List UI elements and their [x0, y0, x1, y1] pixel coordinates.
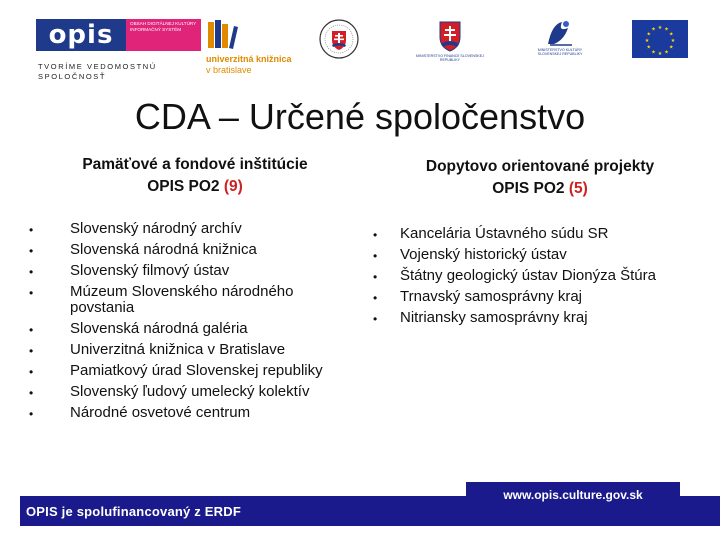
- ministry-culture-logo: [528, 18, 592, 64]
- svg-text:★: ★: [646, 44, 651, 51]
- list-item-label: Múzeum Slovenského národného povstania: [70, 283, 294, 316]
- list-item: [373, 245, 710, 266]
- university-library-logo: [206, 18, 306, 76]
- list-item-label: Nitriansky samosprávny kraj: [400, 309, 588, 326]
- right-heading-line2: [375, 178, 705, 200]
- opis-logo: [36, 19, 197, 51]
- left-column-heading: [40, 154, 350, 198]
- list-item-label: Univerzitná knižnica v Bratislave: [70, 341, 286, 358]
- svg-text:★: ★: [669, 44, 674, 51]
- bullet-icon: •: [29, 265, 34, 279]
- left-heading-line2: [40, 176, 350, 198]
- right-column-heading: [375, 156, 705, 200]
- svg-text:★: ★: [646, 31, 651, 38]
- svg-text:★: ★: [664, 26, 669, 33]
- list-item: [29, 319, 360, 340]
- list-item: [29, 240, 360, 261]
- bullet-icon: •: [373, 312, 378, 326]
- list-item-label: Slovenská národná galéria: [70, 320, 248, 337]
- list-item-label: Pamiatkový úrad Slovenskej republiky: [70, 362, 323, 379]
- culture-emblem-icon: [528, 18, 592, 48]
- list-item: [29, 340, 360, 361]
- right-heading-line1: Dopytovo orientované projekty: [425, 158, 655, 175]
- list-item: [373, 308, 710, 329]
- list-item: [29, 282, 360, 319]
- list-item: [373, 287, 710, 308]
- opis-pink-label: OBSAH DIGITÁLNEJ KULTÚRY INFORMAČNÝ SYSTÉM: [126, 19, 201, 51]
- list-item: [373, 266, 710, 287]
- bullet-icon: •: [29, 223, 34, 237]
- footer-url-box: [466, 482, 680, 508]
- right-heading-count: (5): [568, 180, 588, 197]
- svg-text:★: ★: [651, 49, 656, 56]
- list-item-label: Trnavský samosprávny kraj: [400, 288, 582, 305]
- svg-text:★: ★: [651, 26, 656, 33]
- page-title: CDA – Určené spoločenstvo: [134, 96, 586, 137]
- svg-text:★: ★: [644, 38, 650, 44]
- ukb-name: univerzitná knižnica: [206, 54, 292, 64]
- logo-strip: [0, 0, 720, 90]
- list-item: [373, 224, 710, 245]
- list-item: [29, 382, 360, 403]
- bullet-icon: •: [29, 286, 34, 300]
- svg-text:★: ★: [670, 38, 676, 44]
- ministry-culture-name: MINISTERSTVO KULTÚRY SLOVENSKEJ REPUBLIKY: [537, 48, 583, 57]
- right-heading-prefix: OPIS PO2: [492, 180, 569, 197]
- seal-emblem-icon: [318, 18, 360, 60]
- bullet-icon: •: [29, 365, 34, 379]
- ministry-finance-logo: [416, 20, 484, 78]
- list-item-label: Slovenský národný archív: [70, 220, 242, 237]
- bullet-icon: •: [29, 407, 34, 421]
- list-item: [29, 361, 360, 382]
- ukb-city: v bratislave: [206, 65, 252, 75]
- opis-wordmark: opis: [36, 19, 126, 51]
- svg-text:★: ★: [657, 25, 663, 31]
- cofinancing-note: OPIS je spolufinancovaný z ERDF: [26, 504, 241, 519]
- book-icon: [206, 18, 240, 52]
- svg-text:★: ★: [657, 51, 663, 57]
- eu-flag-icon: [632, 20, 688, 58]
- left-heading-prefix: OPIS PO2: [147, 178, 224, 195]
- list-item-label: Kancelária Ústavného súdu SR: [400, 225, 609, 242]
- list-item-label: Slovenská národná knižnica: [70, 241, 257, 258]
- website-link[interactable]: www.opis.culture.gov.sk: [503, 488, 643, 502]
- bullet-icon: •: [29, 244, 34, 258]
- list-item: [29, 219, 360, 240]
- bullet-icon: •: [373, 228, 378, 242]
- bullet-icon: •: [373, 291, 378, 305]
- list-item-label: Slovenský filmový ústav: [70, 262, 230, 279]
- list-item-label: Národné osvetové centrum: [70, 404, 251, 421]
- eu-flag-logo: [632, 20, 688, 58]
- slovak-coat-of-arms-icon: [416, 20, 484, 52]
- opis-tagline: TVORÍME VEDOMOSTNÚ SPOLOČNOSŤ: [38, 62, 157, 81]
- bullet-icon: •: [373, 249, 378, 263]
- left-heading-line1: Pamäťové a fondové inštitúcie: [82, 156, 308, 173]
- ministry-name: MINISTERSTVO FINANCIÍ SLOVENSKEJ REPUBLIKY: [416, 54, 484, 63]
- list-item: [29, 261, 360, 282]
- seal-logo: [318, 18, 360, 60]
- bullet-icon: •: [29, 323, 34, 337]
- svg-text:★: ★: [664, 49, 669, 56]
- svg-text:★: ★: [669, 31, 674, 38]
- projects-list: [373, 224, 710, 329]
- bullet-icon: •: [29, 344, 34, 358]
- list-item-label: Štátny geologický ústav Dionýza Štúra: [400, 267, 656, 284]
- institutions-list: [29, 219, 360, 424]
- bullet-icon: •: [373, 270, 378, 284]
- left-heading-count: (9): [223, 178, 243, 195]
- list-item: [29, 403, 360, 424]
- list-item-label: Vojenský historický ústav: [400, 246, 567, 263]
- list-item-label: Slovenský ľudový umelecký kolektív: [70, 383, 310, 400]
- bullet-icon: •: [29, 386, 34, 400]
